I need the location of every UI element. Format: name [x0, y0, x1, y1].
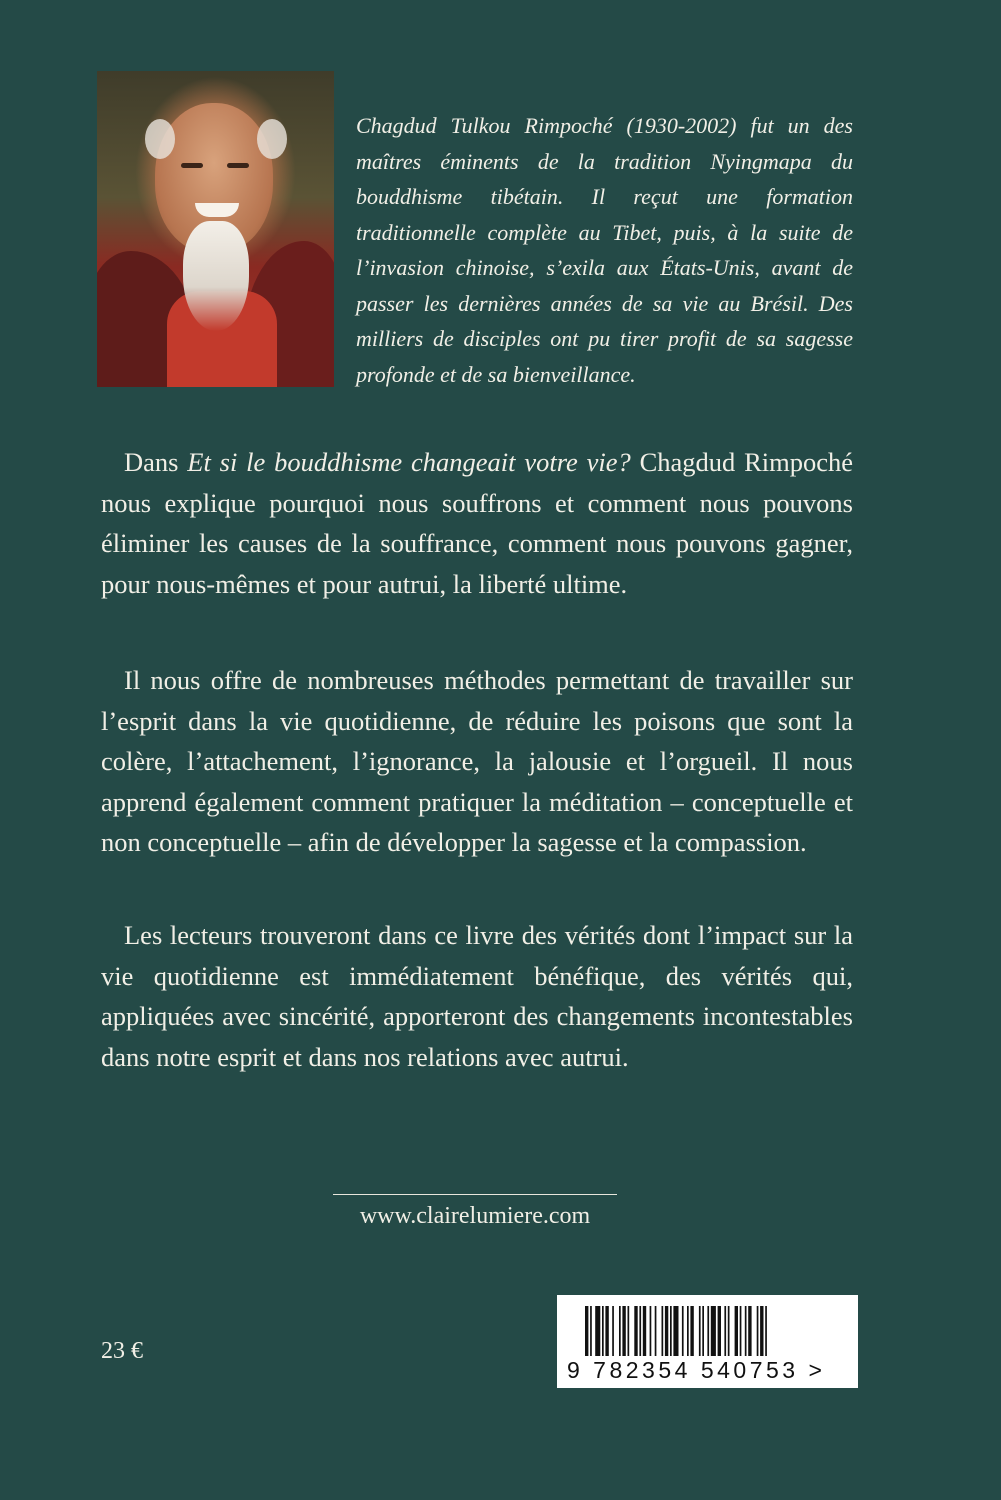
- paragraph-rest: Chagdud Rimpoché nous explique pourquoi nous souffrons et comment nous pouvons éliminer les causes de la souffrance, comment nous pouvons gagner, pour nous-mêmes et pour autrui, la liberté ultime.: [101, 447, 854, 599]
- website-link[interactable]: www.clairelumiere.com: [359, 1203, 591, 1229]
- description-paragraph-1: [101, 442, 853, 604]
- description-paragraph-2: Il nous offre de nombreuses méthodes permettant de travailler sur l’esprit dans la vie quotidienne, de réduire les poisons que sont la colère, l’attachement, l’ignorance, la jalousie et l’orgueil. Il nous apprend également comment pratiquer la méditation – conceptuelle et non conceptuelle – afin de développer la sagesse et la compassion.: [101, 665, 853, 857]
- barcode-digits: 9 782354 540753 >: [567, 1357, 826, 1383]
- price-label: 23 €: [101, 1338, 143, 1364]
- author-bio: Chagdud Tulkou Rimpoché (1930-2002) fut un des maîtres éminents de la tradition Nyingmapa du bouddhisme tibétain. Il reçut une formation traditionnelle complète au Tibet, puis, à la suite de l’invasion chinoise, s’exila aux États-Unis, avant de passer les dernières années de sa vie au Brésil. Des milliers de disciples ont pu tirer profit de sa sagesse profonde et de sa bienveillance.: [356, 113, 853, 387]
- book-title: Et si le bouddhisme changeait votre vie?: [187, 447, 631, 477]
- barcode-bars: [585, 1306, 830, 1356]
- divider: [333, 1194, 617, 1195]
- barcode: [557, 1295, 858, 1388]
- description-paragraph-3: Les lecteurs trouveront dans ce livre des vérités dont l’impact sur la vie quotidienne est immédiatement bénéfique, des vérités qui, appliquées avec sincérité, apporteront des changements incontestables dans notre esprit et dans nos relations avec autrui.: [101, 920, 853, 1072]
- author-photo: [97, 71, 334, 387]
- paragraph-lead: Dans: [124, 447, 188, 477]
